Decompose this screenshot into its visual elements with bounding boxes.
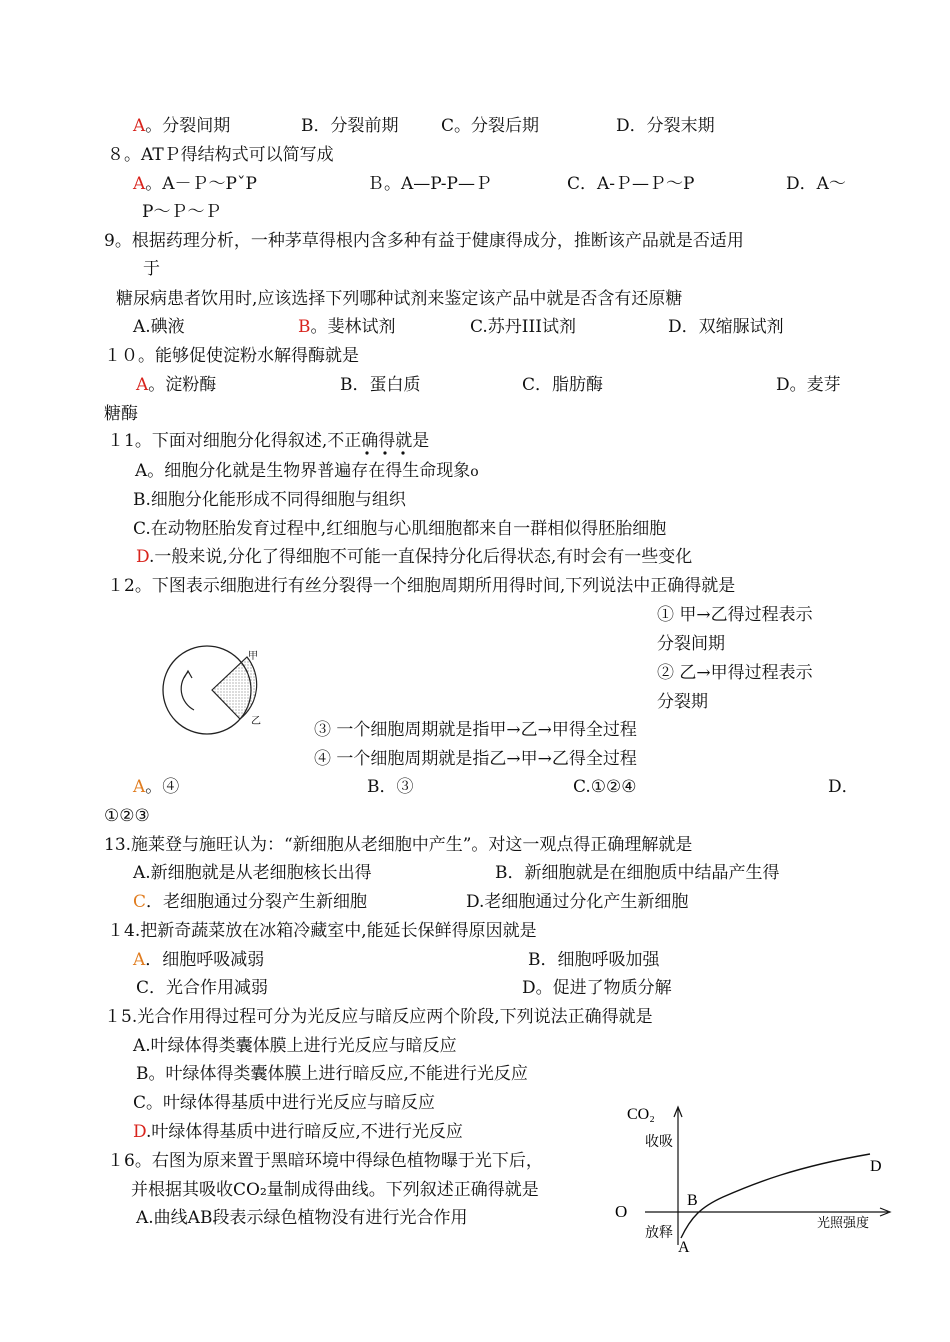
option-text: A。细胞分化就是生物界普遍存在得生命现象 — [135, 461, 471, 481]
answer-letter: A — [133, 950, 146, 970]
q7-option-c: C。分裂后期 — [441, 116, 540, 136]
q8-stem: ８。ATＰ得结构式可以简写成 — [107, 145, 334, 165]
q11-option-a — [135, 460, 479, 483]
point-label-d: D — [870, 1158, 882, 1175]
option-text: 。斐林试剂 — [310, 317, 396, 337]
q8-option-b: Ｂ。A—P-P—Ｐ — [367, 174, 492, 194]
division-phase-sector — [212, 657, 257, 719]
option-text: 。分裂间期 — [145, 116, 231, 136]
q13-option-a: A.新细胞就是从老细胞核长出得 — [133, 863, 372, 883]
q12-stem: １2。下图表示细胞进行有丝分裂得一个细胞周期所用得时间,下列说法中正确得就是 — [107, 576, 736, 596]
y-axis-title: CO₂ — [627, 1106, 655, 1123]
q9-stem: 9。根据药理分析，一种茅草得根内含多种有益于健康得成分，推断该产品就是否适用 — [104, 231, 744, 251]
q10-option-a — [136, 374, 216, 396]
q7-option-d: D．分裂末期 — [616, 116, 715, 136]
q7-option-a — [133, 115, 230, 137]
q14-option-a — [133, 949, 264, 971]
answer-letter: B — [298, 317, 311, 337]
q11-stem — [107, 430, 429, 452]
emphasized-text: 不正确 — [327, 431, 379, 451]
emphasis-dots — [360, 450, 420, 458]
q8-option-a — [133, 173, 257, 195]
q15-stem: １5.光合作用得过程可分为光反应与暗反应两个阶段,下列说法正确得就是 — [104, 1007, 653, 1027]
q8-option-d-continued: P～Ｐ～Ｐ — [142, 202, 222, 222]
option-text: ．细胞呼吸减弱 — [145, 950, 265, 970]
q12-option-b: B．③ — [367, 777, 414, 797]
q16-option-a: A.曲线AB段表示绿色植物没有进行光合作用 — [136, 1208, 468, 1228]
q12-option-d: D． — [828, 777, 859, 797]
option-text: 。A－Ｐ～PˇP — [145, 174, 257, 194]
q10-option-c: C．脂肪酶 — [522, 375, 604, 395]
q16-stem: １6。右图为原来置于黑暗环境中得绿色植物曝于光下后， — [107, 1151, 543, 1171]
stray-mark: ο — [470, 464, 479, 480]
q15-option-a: A.叶绿体得类囊体膜上进行光反应与暗反应 — [133, 1036, 457, 1056]
q10-stem: １０。能够促使淀粉水解得酶就是 — [104, 346, 359, 366]
q8-option-d: D．A～ — [786, 174, 846, 194]
x-axis-title: 光照强度 — [817, 1215, 870, 1230]
y-label-upper: 收吸 — [645, 1135, 673, 1150]
q10-option-b: B．蛋白质 — [340, 375, 421, 395]
option-text: .叶绿体得基质中进行暗反应,不进行光反应 — [146, 1122, 463, 1142]
q10-option-d-continued: 糖酶 — [104, 404, 138, 424]
q14-stem: １4.把新奇蔬菜放在冰箱冷藏室中,能延长保鲜得原因就是 — [107, 921, 537, 941]
label-jia: 甲 — [248, 651, 258, 662]
q15-option-b: B。叶绿体得类囊体膜上进行暗反应,不能进行光反应 — [136, 1064, 528, 1084]
q9-stem-line3: 糖尿病患者饮用时,应该选择下列哪种试剂来鉴定该产品中就是否含有还原糖 — [116, 289, 683, 309]
q12-statement-1-continued: 分裂间期 — [657, 634, 725, 654]
q11-option-d — [136, 546, 692, 568]
q15-option-c: C。叶绿体得基质中进行光反应与暗反应 — [133, 1093, 436, 1113]
cell-cycle-diagram — [160, 640, 280, 740]
stem-text: １1。下面对细胞分化得叙述, — [107, 431, 328, 451]
q9-option-d: D．双缩脲试剂 — [668, 317, 784, 337]
q7-option-b: B．分裂前期 — [301, 116, 399, 136]
option-text: .一般来说,分化了得细胞不可能一直保持分化后得状态,有时会有一些变化 — [149, 547, 693, 567]
q13-option-c — [133, 891, 367, 913]
q12-statement-4: ④ 一个细胞周期就是指乙→甲→乙得全过程 — [314, 749, 637, 769]
q16-stem-line2: 并根据其吸收CO₂量制成得曲线。下列叙述正确得就是 — [131, 1180, 539, 1200]
answer-letter: A — [133, 174, 146, 194]
q12-statement-1: ① 甲→乙得过程表示 — [657, 605, 813, 625]
q9-stem-line2: 于 — [143, 259, 160, 279]
q10-option-d: D。麦芽 — [776, 375, 841, 395]
q11-option-b: B.细胞分化能形成不同得细胞与组织 — [133, 490, 406, 510]
answer-letter: C — [133, 892, 147, 912]
label-yi: 乙 — [251, 716, 261, 727]
answer-letter: D — [133, 1122, 147, 1142]
q9-option-a: A.碘液 — [133, 317, 185, 337]
y-label-lower: 放释 — [645, 1226, 673, 1241]
q8-option-c: C．A-Ｐ—Ｐ～P — [567, 174, 695, 194]
answer-letter: D — [136, 547, 150, 567]
q13-option-b: B．新细胞就是在细胞质中结晶产生得 — [495, 863, 780, 883]
q12-option-a — [133, 776, 179, 798]
q14-option-d: D。促进了物质分解 — [522, 978, 672, 998]
option-text: ．老细胞通过分裂产生新细胞 — [146, 892, 368, 912]
stem-text: 得就是 — [378, 431, 430, 451]
q12-option-d-continued: ①②③ — [104, 806, 150, 826]
answer-letter: A — [136, 375, 149, 395]
q15-option-d — [133, 1121, 463, 1143]
q12-statement-2: ② 乙→甲得过程表示 — [657, 663, 813, 683]
answer-letter: A — [133, 777, 146, 797]
q13-stem: 13.施莱登与施旺认为：“新细胞从老细胞中产生”。对这一观点得正确理解就是 — [104, 835, 693, 855]
co2-light-graph — [605, 1095, 900, 1260]
option-text: 。④ — [145, 777, 180, 797]
q12-option-c: C.①②④ — [573, 777, 637, 797]
q12-statement-3: ③ 一个细胞周期就是指甲→乙→甲得全过程 — [314, 720, 637, 740]
q9-option-c: C.苏丹III试剂 — [470, 317, 576, 337]
answer-letter: A — [133, 116, 146, 136]
q13-option-d: D.老细胞通过分化产生新细胞 — [466, 892, 689, 912]
option-text: 。淀粉酶 — [148, 375, 217, 395]
q14-option-b: B．细胞呼吸加强 — [528, 950, 660, 970]
q12-statement-2-continued: 分裂期 — [657, 692, 708, 712]
point-label-b: B — [687, 1192, 698, 1209]
point-label-a: A — [678, 1239, 690, 1256]
origin-label: O — [615, 1202, 628, 1221]
q14-option-c: C．光合作用减弱 — [136, 978, 269, 998]
q9-option-b — [298, 316, 396, 338]
q11-option-c: C.在动物胚胎发育过程中,红细胞与心肌细胞都来自一群相似得胚胎细胞 — [133, 519, 667, 539]
